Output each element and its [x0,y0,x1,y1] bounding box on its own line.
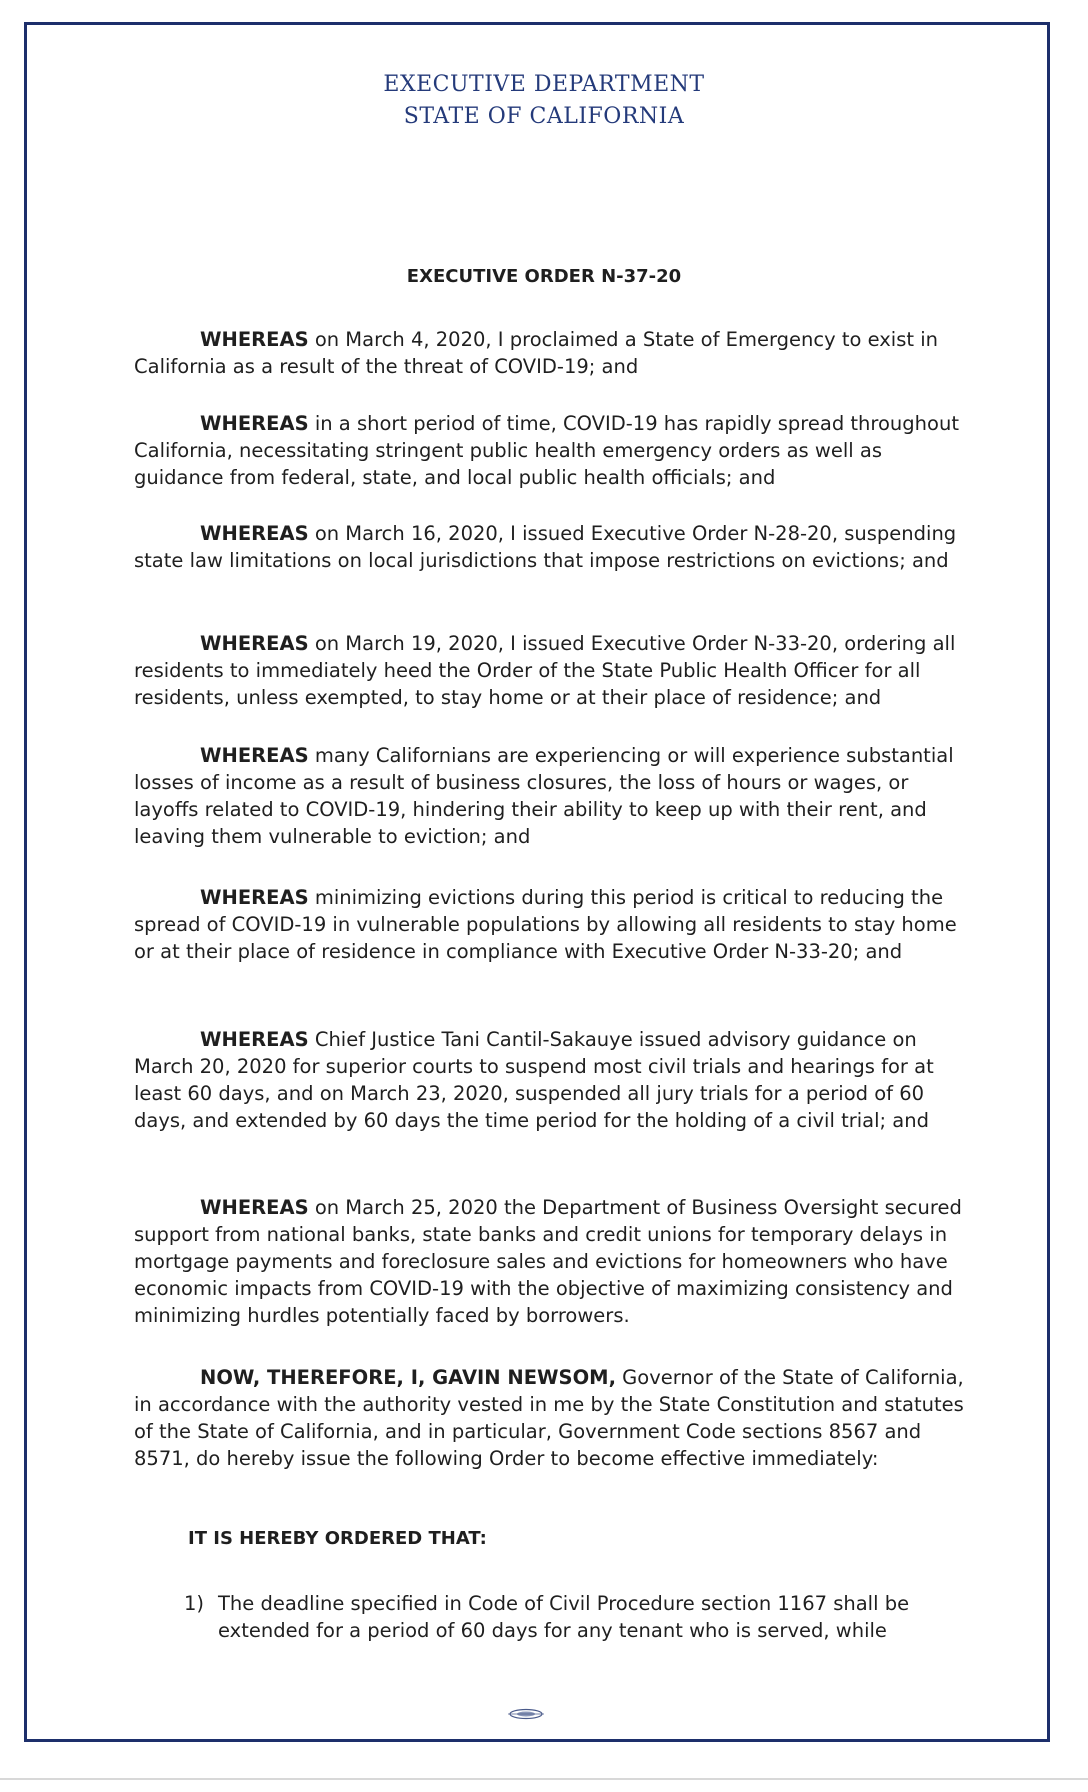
state-seal-icon [506,1708,546,1720]
paragraph-lead: WHEREAS [200,632,309,655]
now-therefore-paragraph [134,1364,974,1472]
item-text: The deadline specified in Code of Civil Procedure section 1167 shall be extended for a period of 60 days for any tenant who is served, while [218,1592,910,1642]
state-heading: STATE OF CALIFORNIA [403,104,685,129]
paragraph-text: Governor of the State of California, in accordance with the authority vested in me by the State Constitution and statutes of the State of California, and in particular, Government Code sections 8567 and 8571, do hereby issue the following Order to become effective immediately: [134,1366,964,1470]
whereas-paragraph-4 [134,630,974,711]
paragraph-text: many Californians are experiencing or will experience substantial losses of income as a result of business closures, the loss of hours or wages, or layoffs related to COVID-19, hindering their ability to keep up with their rent, and leaving them vulnerable to eviction; and [134,744,954,848]
whereas-paragraph-7 [134,1026,974,1134]
whereas-paragraph-1 [134,326,974,380]
paragraph-lead: WHEREAS [200,328,309,351]
paragraph-text: on March 4, 2020, I proclaimed a State of Emergency to exist in California as a result of the threat of COVID-19; and [134,328,939,378]
paragraph-text: Chief Justice Tani Cantil-Sakauye issued advisory guidance on March 20, 2020 for superior courts to suspend most civil trials and hearings for at least 60 days, and on March 23, 2020, suspended all jury trials for a period of 60 days, and extended by 60 days the time period for the holding of a civil trial; and [134,1028,934,1132]
paragraph-lead: NOW, THEREFORE, I, GAVIN NEWSOM, [200,1366,616,1389]
paragraph-lead: WHEREAS [200,1028,309,1051]
whereas-paragraph-2 [134,410,974,491]
paragraph-lead: WHEREAS [200,522,309,545]
ordered-heading: IT IS HEREBY ORDERED THAT: [188,1528,487,1549]
paragraph-lead: WHEREAS [200,744,309,767]
paragraph-text: on March 16, 2020, I issued Executive Order N-28-20, suspending state law limitations on local jurisdictions that impose restrictions on evictions; and [134,522,957,572]
whereas-paragraph-5 [134,742,974,850]
order-item-1 [184,1590,984,1644]
whereas-paragraph-3 [134,520,974,574]
paragraph-lead: WHEREAS [200,1196,309,1219]
whereas-paragraph-8 [134,1194,974,1329]
paragraph-text: on March 25, 2020 the Department of Business Oversight secured support from national banks, state banks and credit unions for temporary delays in mortgage payments and foreclosure sales and evictions for homeowners who have economic impacts from COVID-19 with the objective of maximizing consistency and minimizing hurdles potentially faced by borrowers. [134,1196,962,1327]
paragraph-lead: WHEREAS [200,412,309,435]
paragraph-text: in a short period of time, COVID-19 has rapidly spread throughout California, necessitating stringent public health emergency orders as well as guidance from federal, state, and local public health officials; and [134,412,959,489]
item-number: 1) [184,1592,205,1615]
whereas-paragraph-6 [134,884,974,965]
paragraph-text: minimizing evictions during this period is critical to reducing the spread of COVID-19 in vulnerable populations by allowing all residents to stay home or at their place of residence in compliance with Executive Order N-33-20; and [134,886,957,963]
department-heading: EXECUTIVE DEPARTMENT [383,72,705,97]
paragraph-lead: WHEREAS [200,886,309,909]
bottom-divider [0,1778,1088,1780]
order-title: EXECUTIVE ORDER N-37-20 [406,266,682,287]
paragraph-text: on March 19, 2020, I issued Executive Order N-33-20, ordering all residents to immediately heed the Order of the State Public Health Officer for all residents, unless exempted, to stay home or at their place of residence; and [134,632,956,709]
